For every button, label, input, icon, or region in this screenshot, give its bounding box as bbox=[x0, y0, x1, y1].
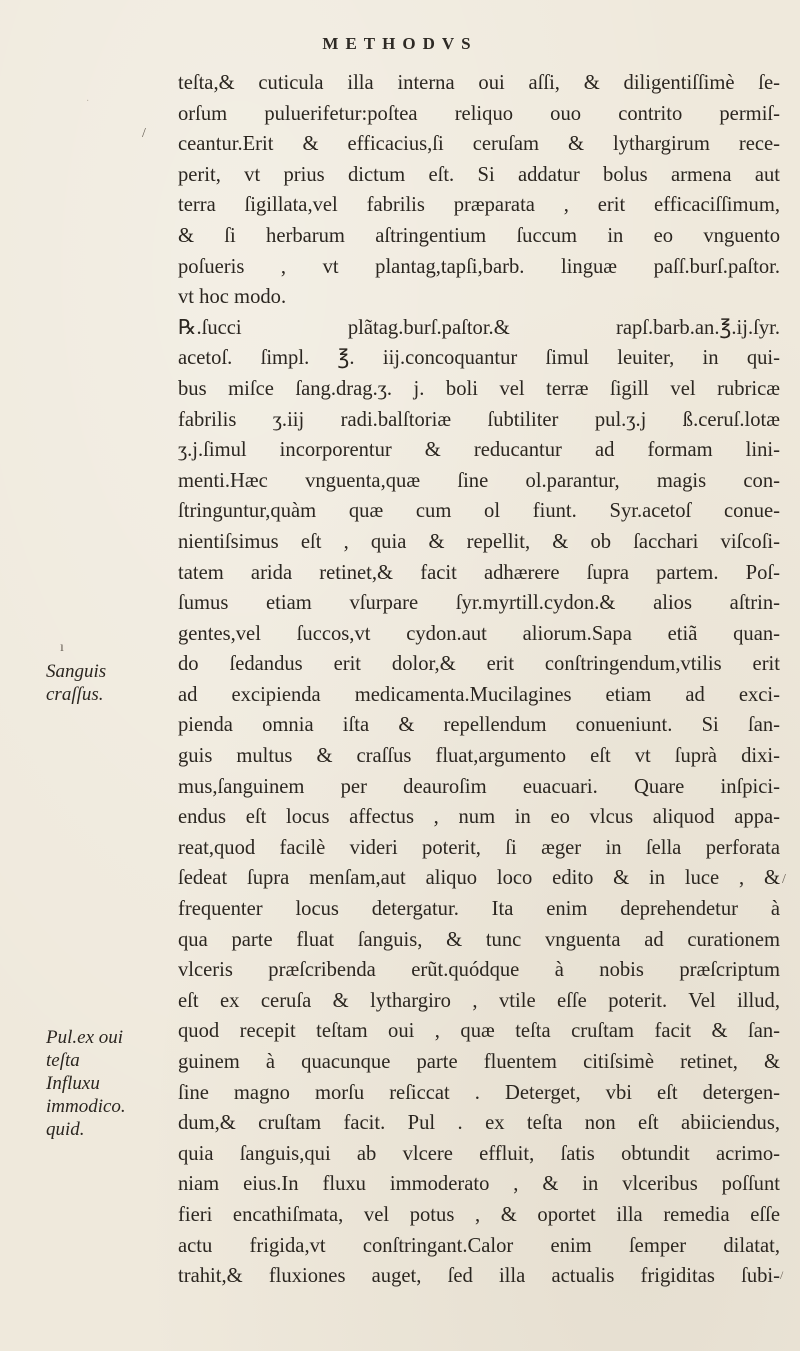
text-line: ad excipienda medicamenta.Mucilagines etiam ad exci- bbox=[178, 683, 780, 706]
text-line: ceantur.Erit & efficacius,ſi ceruſam & lythargirum rece- bbox=[178, 133, 780, 156]
text-line: ʒ.j.ſimul incorporentur & reducantur ad formam lini- bbox=[178, 439, 780, 462]
text-line: pienda omnia iſta & repellendum conueniunt. Si ſan- bbox=[178, 714, 780, 737]
text-line: niam eius.In fluxu immoderato , & in vlceribus poſſunt bbox=[178, 1173, 780, 1196]
margin-note-line: Influxu bbox=[46, 1073, 100, 1094]
text-line: mus,ſanguinem per deauroſim euacuari. Quare inſpici- bbox=[178, 775, 780, 798]
text-line: perit, vt prius dictum eſt. Si addatur bolus armena aut bbox=[178, 163, 780, 186]
text-line: ſtringuntur,quàm quæ cum ol fiunt. Syr.acetoſ conue- bbox=[178, 500, 780, 523]
main-text-block bbox=[178, 68, 780, 1292]
text-line: guis multus & craſſus fluat,argumento eſt vt ſuprà dixi- bbox=[178, 745, 780, 768]
text-line: tatem arida retinet,& facit adhærere ſupra partem. Poſ- bbox=[178, 561, 780, 584]
text-line: ſine magno morſu reſiccat . Deterget, vbi eſt detergen- bbox=[178, 1081, 780, 1104]
text-line: trahit,& fluxiones auget, ſed illa actualis frigiditas ſubi- bbox=[178, 1265, 780, 1288]
text-line: guinem à quacunque parte fluentem citiſsimè retinet, & bbox=[178, 1051, 780, 1073]
margin-note-line: immodico. bbox=[46, 1096, 126, 1117]
text-line: ℞.ſucci plãtag.burſ.paſtor.& rapſ.barb.an.℥.ij.ſyr. bbox=[178, 316, 780, 339]
text-line: actu frigida,vt conſtringant.Calor enim ſemper dilatat, bbox=[178, 1234, 780, 1257]
text-line: endus eſt locus affectus , num in eo vlcus aliquod appa- bbox=[178, 806, 780, 829]
text-line: fieri encathiſmata, vel potus , & oportet illa remedia eſſe bbox=[178, 1203, 780, 1226]
margin-note-line: teſta bbox=[46, 1050, 80, 1071]
text-line: bus miſce ſang.drag.ʒ. j. boli vel terræ ſigill vel rubricæ bbox=[178, 377, 780, 400]
text-line: acetoſ. ſimpl. ℥. iij.concoquantur ſimul leuiter, in qui- bbox=[178, 347, 780, 370]
margin-stray-mark: ı bbox=[60, 640, 64, 655]
margin-notes bbox=[0, 0, 175, 1351]
text-line: fabrilis ʒ.iij radi.balſtoriæ ſubtiliter pul.ʒ.j ß.ceruſ.lotæ bbox=[178, 408, 780, 431]
text-line: qua parte fluat ſanguis, & tunc vnguenta ad curationem bbox=[178, 928, 780, 951]
margin-stray-mark: / bbox=[142, 126, 146, 141]
text-line: frequenter locus detergatur. Ita enim deprehendetur à bbox=[178, 898, 780, 921]
text-line: ſumus etiam vſurpare ſyr.myrtill.cydon.& alios aſtrin- bbox=[178, 592, 780, 615]
text-line: eſt ex ceruſa & lythargiro , vtile eſſe poterit. Vel illud, bbox=[178, 989, 780, 1012]
text-line: reat,quod facilè videri poterit, ſi æger in ſella perforata bbox=[178, 836, 780, 859]
text-line: gentes,vel ſuccos,vt cydon.aut aliorum.Sapa etiã quan- bbox=[178, 622, 780, 645]
running-head: METHODVS bbox=[322, 34, 478, 53]
margin-note-line: quid. bbox=[46, 1119, 85, 1140]
text-line: vt hoc modo. bbox=[178, 286, 287, 309]
text-line: poſueris , vt plantag,tapſi,barb. linguæ paſſ.burſ.paſtor. bbox=[178, 255, 780, 278]
text-line: dum,& cruſtam facit. Pul . ex teſta non eſt abiiciendus, bbox=[178, 1112, 780, 1135]
text-line: quod recepit teſtam oui , quæ teſta cruſtam facit & ſan- bbox=[178, 1020, 780, 1043]
margin-stray-mark: · bbox=[86, 96, 90, 107]
margin-note-line: Sanguis bbox=[46, 661, 107, 682]
text-line: menti.Hæc vnguenta,quæ ſine ol.parantur, magis con- bbox=[178, 469, 780, 492]
margin-note-line: craſſus. bbox=[46, 684, 104, 705]
text-line: teſta,& cuticula illa interna oui aſſi, & diligentiſſimè ſe- bbox=[178, 72, 780, 94]
margin-stray-mark: / bbox=[780, 1268, 784, 1282]
margin-stray-mark: / bbox=[782, 872, 786, 887]
text-line: quia ſanguis,qui ab vlcere effluit, ſatis obtundit acrimo- bbox=[178, 1142, 780, 1165]
text-line: do ſedandus erit dolor,& erit conſtringendum,vtilis erit bbox=[178, 653, 780, 676]
text-line: vlceris præſcribenda erũt.quódque à nobis præſcriptum bbox=[178, 959, 780, 982]
margin-note-pulvis bbox=[46, 1026, 126, 1141]
text-line: terra ſigillata,vel fabrilis præparata , erit efficaciſſimum, bbox=[178, 194, 780, 217]
margin-note-sanguis bbox=[46, 660, 106, 706]
text-line: ſedeat ſupra menſam,aut aliquo loco edito & in luce , & bbox=[178, 867, 780, 890]
text-line: orſum puluerifetur:poſtea reliquo ouo contrito permiſ- bbox=[178, 102, 780, 125]
margin-note-line: Pul.ex oui bbox=[46, 1027, 124, 1048]
text-line: & ſi herbarum aſtringentium ſuccum in eo vnguento bbox=[178, 224, 780, 247]
text-line: nientiſsimus eſt , quia & repellit, & ob ſacchari viſcoſi- bbox=[178, 530, 780, 553]
